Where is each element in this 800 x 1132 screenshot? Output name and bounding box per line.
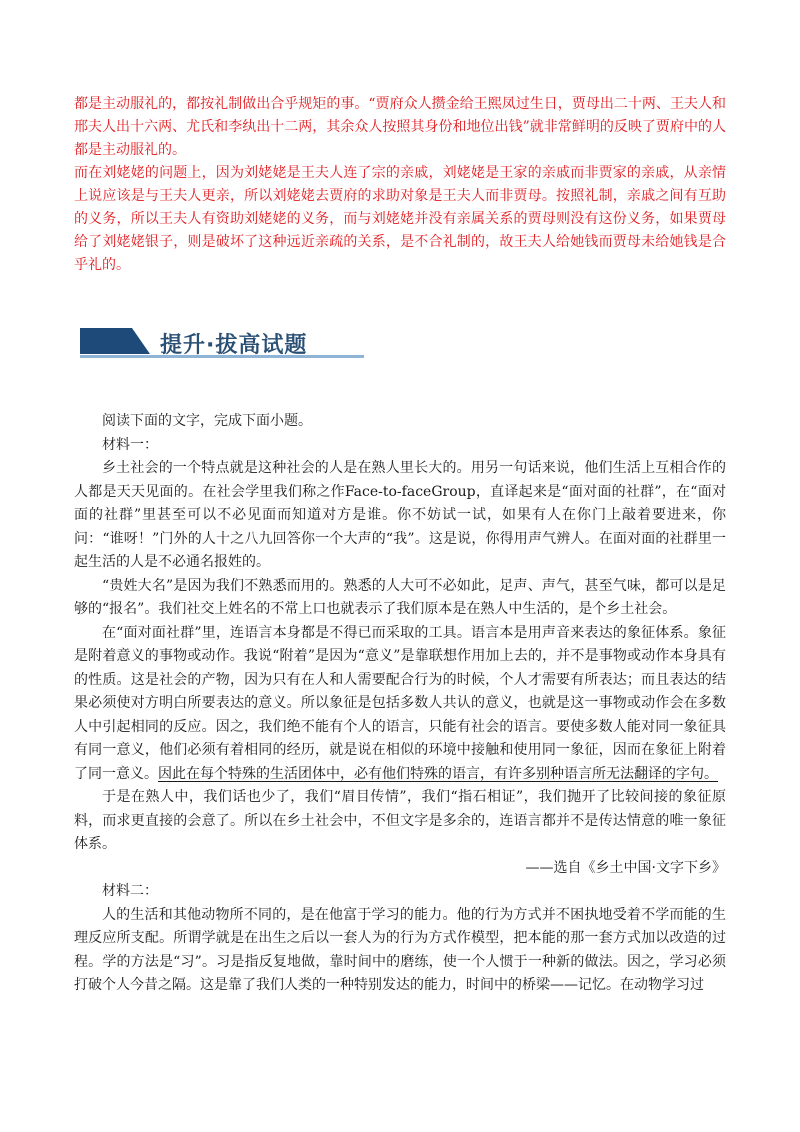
material-1-paragraph-4: 于是在熟人中，我们话也少了，我们“眉目传情”，我们“指石相证”，我们抛开了比较间接的象征原料，而求更直接的会意了。所以在乡土社会中，不但文字是多余的，连语言都并不是传达情意的唯一象征体系。 [74,789,726,852]
section-title: 提升·拔高试题 [160,333,308,358]
underlined-sentence: 因此在每个特殊的生活团体中，必有他们特殊的语言，有许多别种语言所无法翻译的字句。 [158,765,718,782]
material-1-paragraph-1: 乡土社会的一个特点就是这种社会的人是在熟人里长大的。用另一句话来说，他们生活上互相合作的人都是天天见面的。在社会学里我们称之作Face-to-faceGroup，直译起来是“面对面的社群”，在“面对面的社群”里甚至可以不必见面而知道对方是谁。你不妨试一试，如果有人在你门上敲着要进来，你问：“谁呀！”门外的人十之八九回答你一个大声的“我”。这是说，你得用声气辨人。在面对面的社群里一起生活的人是不必通名报姓的。 [74,460,726,570]
material-1-label: 材料一： [102,436,158,453]
explanation-paragraph-2: 而在刘姥姥的问题上，因为刘姥姥是王夫人连了宗的亲戚，刘姥姥是王家的亲戚而非贾家的亲戚，从亲情上说应该是与王夫人更亲，所以刘姥姥去贾府的求助对象是王夫人而非贾母。按照礼制，亲戚之间有互助的义务，所以王夫人有资助刘姥姥的义务，而与刘姥姥并没有亲属关系的贾母则没有这份义务，如果贾母给了刘姥姥银子，则是破坏了这种远近亲疏的关系，是不合礼制的，故王夫人给她钱而贾母未给她钱是合乎礼的。 [74,165,726,273]
material-1-source: ——选自《乡土中国·文字下乡》 [525,859,726,876]
material-2-paragraph-1: 人的生活和其他动物所不同的，是在他富于学习的能力。他的行为方式并不困执地受着不学而能的生理反应所支配。所谓学就是在出生之后以一套人为的行为方式作模型，把本能的那一套方式加以改造的过程。学的方法是“习”。习是指反复地做，靠时间中的磨练，使一个人惯于一种新的做法。因之，学习必须打破个人今昔之隔。这是靠了我们人类的一种特别发达的能力，时间中的桥梁——记忆。在动物学习过 [74,906,726,993]
paragraph-3-text: 在“面对面社群”里，连语言本身都是不得已而采取的工具。语言本是用声音来表达的象征体系。象征是附着意义的事物或动作。我说“附着”是因为“意义”是靠联想作用加上去的，并不是事物或动作本身具有的性质。这是社会的产物，因为只有在人和人需要配合行为的时候，个人才需要有所表达；而且表达的结果必须使对方明白所要表达的意义。所以象征是包括多数人共认的意义，也就是这一事物或动作会在多数人中引起相同的反应。因之，我们绝不能有个人的语言，只能有社会的语言。要使多数人能对同一象征具有同一意义，他们必须有着相同的经历，就是说在相似的环境中接触和使用同一象征，因而在象征上附着了同一意义。 [74,624,726,782]
instruction-text: 阅读下面的文字，完成下面小题。 [102,413,312,429]
reading-passage [74,410,726,998]
material-2-label: 材料二： [102,883,158,899]
material-1-paragraph-2: “贵姓大名”是因为我们不熟悉而用的。熟悉的人大可不必如此，足声、声气，甚至气味，都可以是足够的“报名”。我们社交上姓名的不常上口也就表示了我们原本是在熟人中生活的，是个乡土社会。 [74,577,726,617]
explanation-paragraph-1: 都是主动服礼的，都按礼制做出合乎规矩的事。“贾府众人攒金给王熙凤过生日，贾母出二十两、王夫人和邢夫人出十六两、尤氏和李纨出十二两，其余众人按照其身份和地位出钱”就非常鲜明的反映了贾府中的人都是主动服礼的。 [74,96,726,158]
material-1-paragraph-3 [74,622,726,787]
answer-explanation [74,93,726,277]
section-banner [80,326,364,362]
